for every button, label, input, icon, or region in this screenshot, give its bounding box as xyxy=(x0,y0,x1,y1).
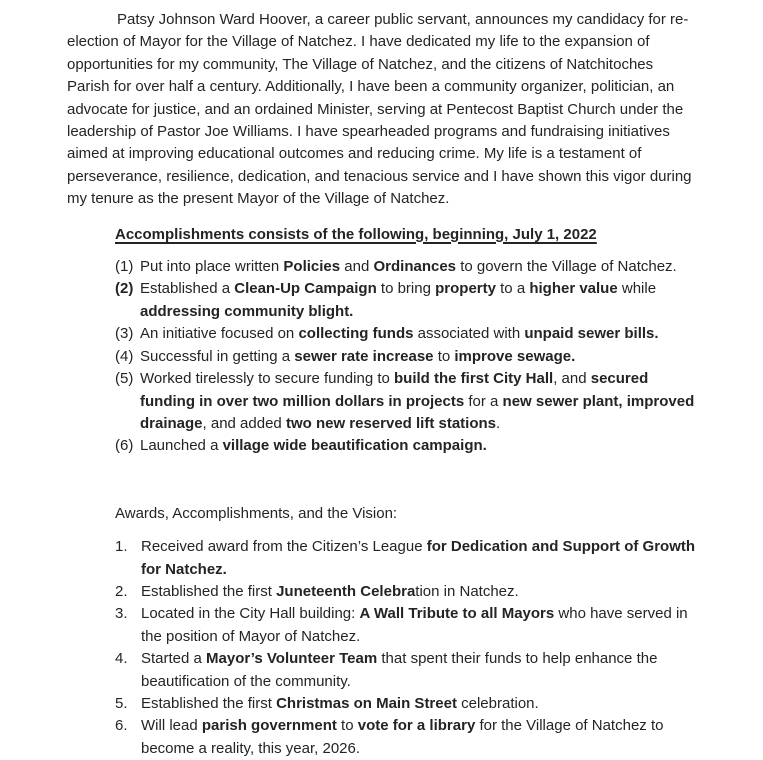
list-item-text: Launched a village wide beautification campaign. xyxy=(140,437,487,455)
list-item xyxy=(115,256,713,278)
list-item xyxy=(115,346,713,368)
list-item-marker: (6) xyxy=(115,437,134,455)
accomplishments-heading: Accomplishments consists of the following, beginning, July 1, 2022 xyxy=(115,225,597,243)
list-item xyxy=(115,603,713,648)
list-item-marker: 1. xyxy=(115,538,128,556)
list-item-text: Successful in getting a sewer rate increase to improve sewage. xyxy=(140,347,576,365)
list-item-marker: (3) xyxy=(115,325,134,343)
list-item xyxy=(115,581,713,603)
intro-paragraph: Patsy Johnson Ward Hoover, a career public servant, announces my candidacy for re-election of Mayor for the Village of Natchez. I have dedicated my life to the expansion of opportunities for my community, The Village of Natchez, and the citizens of Natchitoches Parish for over half a century. Additionally, I have been a community organizer, politician, an advocate for justice, and an ordained Minister, serving at Pentecost Baptist Church under the leadership of Pastor Joe Williams. I have spearheaded programs and fundraising initiatives aimed at improving educational outcomes and reducing crime. My life is a testament of perseverance, resilience, dedication, and tenacious service and I have shown this vigor during my tenure as the present Mayor of the Village of Natchez. xyxy=(67,11,692,208)
list-item xyxy=(115,435,713,457)
list-item-text: Started a Mayor’s Volunteer Team that spent their funds to help enhance the beautification of the community. xyxy=(141,650,658,690)
awards-heading: Awards, Accomplishments, and the Vision: xyxy=(115,504,398,522)
list-item xyxy=(115,323,713,345)
list-item xyxy=(115,536,713,581)
list-item-text: Established a Clean-Up Campaign to bring property to a higher value while addressing community blight. xyxy=(140,280,657,320)
list-item-text: Established the first Juneteenth Celebration in Natchez. xyxy=(141,582,519,600)
list-item-marker: (1) xyxy=(115,258,134,276)
list-item-text: Worked tirelessly to secure funding to build the first City Hall, and secured funding in over two million dollars in projects for a new sewer plant, improved drainage, and added two new reserved lift stations. xyxy=(140,370,695,432)
list-item-marker: 3. xyxy=(115,605,128,623)
list-item-marker: (5) xyxy=(115,370,134,388)
list-item-marker: (2) xyxy=(115,280,134,298)
list-item-marker: 2. xyxy=(115,582,128,600)
list-item-text: Established the first Christmas on Main Street celebration. xyxy=(141,694,539,712)
list-item-text: An initiative focused on collecting funds associated with unpaid sewer bills. xyxy=(140,325,659,343)
list-item xyxy=(115,715,713,760)
list-item-text: Located in the City Hall building: A Wall Tribute to all Mayors who have served in the position of Mayor of Natchez. xyxy=(141,605,688,645)
accomplishments-list xyxy=(115,256,713,458)
list-item-text: Received award from the Citizen’s League for Dedication and Support of Growth for Natchez. xyxy=(141,538,696,578)
list-item-marker: (4) xyxy=(115,347,134,365)
list-item xyxy=(115,693,713,715)
list-item xyxy=(115,368,713,435)
list-item-marker: 6. xyxy=(115,717,128,735)
awards-list xyxy=(115,536,713,760)
list-item xyxy=(115,648,713,693)
list-item xyxy=(115,278,713,323)
list-item-marker: 4. xyxy=(115,650,128,668)
list-item-text: Will lead parish government to vote for a library for the Village of Natchez to become a reality, this year, 2026. xyxy=(141,717,664,757)
list-item-text: Put into place written Policies and Ordinances to govern the Village of Natchez. xyxy=(140,258,677,276)
list-item-marker: 5. xyxy=(115,694,128,712)
